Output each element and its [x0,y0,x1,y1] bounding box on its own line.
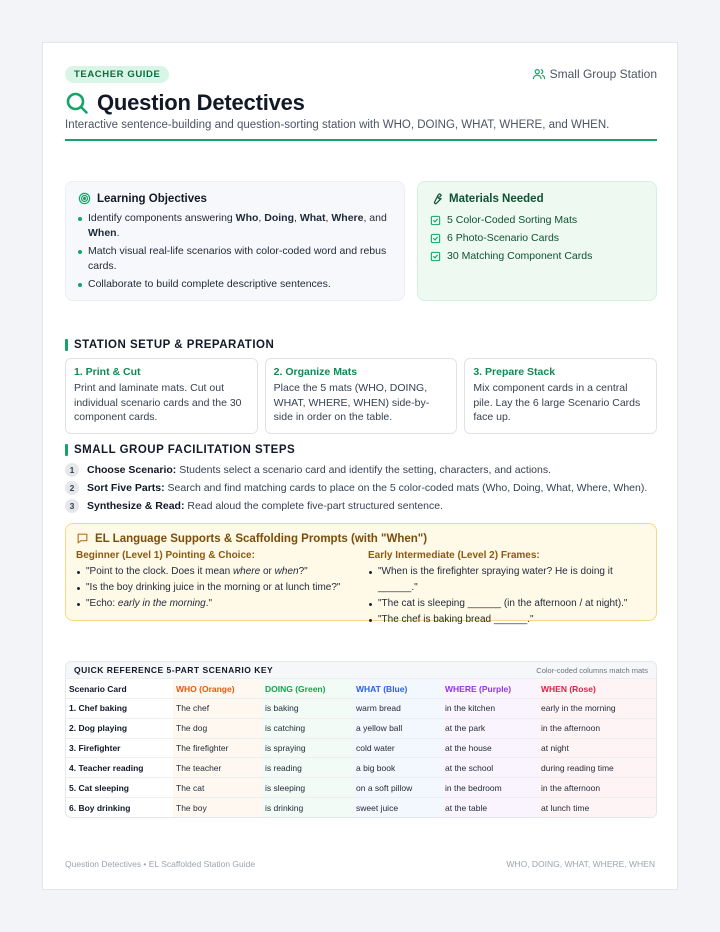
prompt-item: "Point to the clock. Does it mean where or when?" [76,564,354,580]
footer-left: Question Detectives • EL Scaffolded Station Guide [65,859,256,869]
cell-where: at the park [442,718,538,738]
cell-scenario: 2. Dog playing [66,718,173,738]
column-header-what: WHAT (Blue) [353,679,442,699]
cell-doing: is spraying [262,738,353,758]
page-footer [65,859,655,869]
wrench-icon [430,192,443,205]
cell-what: cold water [353,738,442,758]
cell-when: at night [538,738,656,758]
reference-note: Color-coded columns match mats [536,665,648,675]
step-number: 2 [65,481,79,495]
setup-card-organize [265,358,458,434]
check-square-icon [430,215,441,226]
facilitation-heading: SMALL GROUP FACILITATION STEPS [65,444,657,456]
station-label-text: Small Group Station [549,67,657,81]
beginner-list [76,564,354,612]
material-item: 5 Color-Coded Sorting Mats [430,211,644,229]
cell-when: early in the morning [538,699,656,719]
column-header-when: WHEN (Rose) [538,679,656,699]
prompt-item: "Is the boy drinking juice in the morning or at lunch time?" [76,580,354,596]
facilitation-step [65,497,657,515]
heading-accent-bar [65,339,68,351]
setup-card-print [65,358,258,434]
beginner-prompts [76,550,354,628]
prompt-item: "When is the firefighter spraying water? He is doing it ______." [368,564,646,596]
setup-cards [65,358,657,434]
reference-title: QUICK REFERENCE 5-PART SCENARIO KEY [74,665,274,675]
step-text: Synthesize & Read: Read aloud the complete five-part structured sentence. [87,500,444,512]
cell-who: The firefighter [173,738,262,758]
column-header-where: WHERE (Purple) [442,679,538,699]
intermediate-heading: Early Intermediate (Level 2) Frames: [368,550,540,561]
materials-card [417,181,657,301]
guide-page [42,42,678,890]
teacher-guide-badge: TEACHER GUIDE [65,66,169,83]
table-row [66,758,656,778]
step-number: 3 [65,499,79,513]
cell-who: The teacher [173,758,262,778]
magnifier-icon [65,91,89,115]
el-support-columns [76,550,646,628]
step-text: Sort Five Parts: Search and find matching cards to place on the 5 color-coded mats (Who, Doing, What, Where, When). [87,482,648,494]
setup-card-title: 1. Print & Cut [74,366,141,378]
materials-list [430,211,644,265]
column-header-scenario: Scenario Card [66,679,173,699]
page-content [65,65,657,818]
cell-what: on a soft pillow [353,778,442,798]
cell-doing: is baking [262,699,353,719]
table-row [66,778,656,798]
check-square-icon [430,251,441,262]
cell-when: in the afternoon [538,718,656,738]
setup-card-text: Mix component cards in a central pile. Lay the 6 large Scenario Cards face up. [473,382,641,423]
intermediate-list [368,564,646,628]
setup-card-text: Place the 5 mats (WHO, DOING, WHAT, WHERE, WHEN) side-by-side in order on the table. [273,382,430,423]
objectives-title: Learning Objectives [97,192,207,205]
cell-where: at the table [442,797,538,817]
learning-objectives-card [65,181,405,301]
target-icon [78,192,91,205]
page-subtitle: Interactive sentence-building and question-sorting station with WHO, DOING, WHAT, WHERE, and WHEN. [65,119,610,131]
setup-card-text: Print and laminate mats. Cut out individual scenario cards and the 30 component cards. [74,382,242,423]
el-supports-heading: EL Language Supports & Scaffolding Prompts (with "When") [76,532,646,545]
scenario-key-table [66,678,656,817]
facilitation-step [65,479,657,497]
cell-what: a big book [353,758,442,778]
setup-card-title: 2. Organize Mats [273,366,358,378]
cell-doing: is drinking [262,797,353,817]
header-top [65,65,657,83]
cell-where: at the school [442,758,538,778]
station-label [532,67,657,81]
objective-item: Match visual real-life scenarios with color-coded word and rebus cards. [78,244,392,274]
cell-who: The dog [173,718,262,738]
cell-doing: is reading [262,758,353,778]
setup-heading: STATION SETUP & PREPARATION [65,339,657,351]
speech-bubble-icon [76,532,89,545]
cell-what: warm bread [353,699,442,719]
table-row [66,718,656,738]
cell-where: in the bedroom [442,778,538,798]
objective-item: Collaborate to build complete descriptive sentences. [78,277,392,292]
setup-card-stack [464,358,657,434]
overview-cards [65,181,657,301]
material-item: 30 Matching Component Cards [430,247,644,265]
cell-where: in the kitchen [442,699,538,719]
column-header-doing: DOING (Green) [262,679,353,699]
footer-right: WHO, DOING, WHAT, WHERE, WHEN [506,859,655,869]
cell-when: at lunch time [538,797,656,817]
reference-table-card [65,661,657,818]
cell-who: The chef [173,699,262,719]
cell-scenario: 6. Boy drinking [66,797,173,817]
objective-item: Identify components answering Who, Doing, What, Where, and When. [78,211,392,241]
prompt-item: "The cat is sleeping ______ (in the afternoon / at night)." [368,596,646,612]
materials-title: Materials Needed [449,192,544,205]
page-title: Question Detectives [97,90,305,115]
table-header-row [66,679,656,699]
check-square-icon [430,233,441,244]
intermediate-prompts [368,550,646,628]
objectives-heading [78,192,392,205]
facilitation-steps [65,461,657,515]
prompt-item: "The chef is baking bread ______." [368,612,646,628]
material-item: 6 Photo-Scenario Cards [430,229,644,247]
cell-when: during reading time [538,758,656,778]
cell-when: in the afternoon [538,778,656,798]
reference-header [66,662,656,678]
cell-scenario: 5. Cat sleeping [66,778,173,798]
users-icon [532,67,546,81]
header-divider [65,139,657,141]
cell-where: at the house [442,738,538,758]
cell-scenario: 4. Teacher reading [66,758,173,778]
materials-heading [430,192,644,205]
cell-who: The boy [173,797,262,817]
cell-who: The cat [173,778,262,798]
cell-what: a yellow ball [353,718,442,738]
beginner-heading: Beginner (Level 1) Pointing & Choice: [76,550,255,561]
table-row [66,699,656,719]
table-row [66,738,656,758]
column-header-who: WHO (Orange) [173,679,262,699]
objectives-list [78,211,392,292]
cell-scenario: 3. Firefighter [66,738,173,758]
el-supports-card [65,523,657,625]
setup-card-title: 3. Prepare Stack [473,366,556,378]
table-row [66,797,656,817]
facilitation-step [65,461,657,479]
step-text: Choose Scenario: Students select a scenario card and identify the setting, characters, and actions. [87,464,551,476]
cell-doing: is catching [262,718,353,738]
cell-scenario: 1. Chef baking [66,699,173,719]
cell-doing: is sleeping [262,778,353,798]
cell-what: sweet juice [353,797,442,817]
title-row [65,89,657,117]
step-number: 1 [65,463,79,477]
prompt-item: "Echo: early in the morning." [76,596,354,612]
heading-accent-bar [65,444,68,456]
